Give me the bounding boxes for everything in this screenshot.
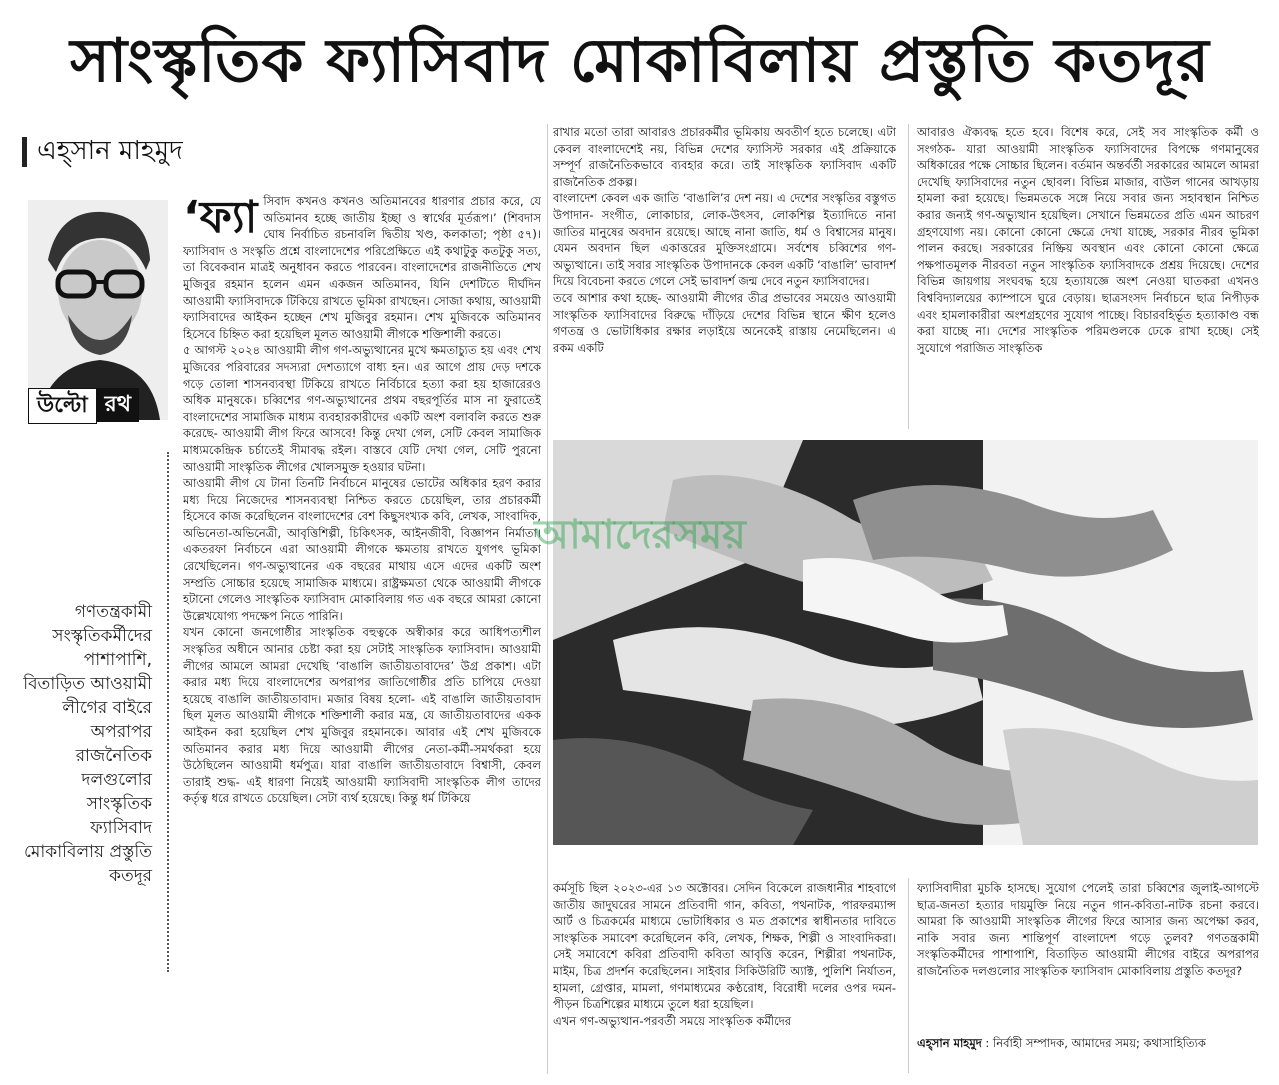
col1-paragraph: যখন কোনো জনগোষ্ঠীর সাংস্কৃতিক বহুত্বকে অস্বীকার করে আধিপত্যশীল সংস্কৃতির অধীনে আনার চেষ্টা করা হয় সেটাই সাংস্কৃতিক ফ্যাসিবাদ। আওয়ামী লীগের আমলে আমরা দেখেছি ‘বাঙালি জাতীয়তাবাদের’ উগ্র প্রকাশ। এটা করার মধ্য দিয়ে বাংলাদেশের অপরাপর জাতিগোষ্ঠীর প্রতি চাপিয়ে দেওয়া হয়েছে বাঙালি জাতীয়তাবাদ। মজার বিষয় হলো- এই বাঙালি জাতীয়তাবাদ ছিল মূলত আওয়ামী লীগকে শক্তিশালী করার মন্ত্র, যে জাতীয়তাবাদের একক আইকন করা হয়েছিল শেখ মুজিবুর রহমানকে। আবার এই শেখ মুজিবকে অতিমানব করার মধ্য দিয়ে আওয়ামী লীগের নেতা-কর্মী-সমর্থকরা হয়ে উঠেছিলেন আওয়ামী ধর্মপুত্র। যারা বাঙালি জাতীয়তাবাদে বিশ্বাসী, কেবল তারাই শুদ্ধ- এই ধারণা নিয়েই আওয়ামী ফ্যাসিবাদী সাংস্কৃতিক লীগ তাদের কর্তৃত্ব ধরে রাখতে চেয়েছিল। সেটা ব্যর্থ হয়েছে। কিন্তু ধর্ম টিকিয়ে <box>183 625 541 806</box>
portrait-illustration <box>28 200 168 420</box>
author-portrait <box>28 200 168 420</box>
col5-paragraph: ফ্যাসিবাদীরা মুচকি হাসছে। সুযোগ পেলেই তারা চব্বিশের জুলাই-আগস্টে ছাত্র-জনতা হত্যার দায়মুক্তি নিয়ে নতুন গান-কবিতা-নাটক রচনা করবে। আমরা কি আওয়ামী সাংস্কৃতিক লীগের ফিরে আসার জন্য অপেক্ষা করব, নাকি সবার জন্য শান্তিপূর্ণ বাংলাদেশ গড়ে তুলব? গণতন্ত্রকামী সংস্কৃতিকর্মীদের পাশাপাশি, বিতাড়িত আওয়ামী লীগের বাইরে অপরাপর রাজনৈতিক দলগুলোর সাংস্কৃতিক ফ্যাসিবাদ মোকাবিলায় প্রস্তুতি কতদূর? <box>917 881 1259 978</box>
hands-illustration <box>553 440 1258 845</box>
article-column-5 <box>917 880 1259 1030</box>
col4-paragraph: এখন গণ-অভ্যুত্থান-পরবর্তী সময়ে সাংস্কৃতিক কর্মীদের <box>553 1013 792 1028</box>
col1-paragraph: আওয়ামী লীগ যে টানা তিনটি নির্বাচনে মানুষের ভোটের অধিকার হরণ করার মধ্য দিয়ে নিজেদের শাসনব্যবস্থা নিশ্চিত করতে চেয়েছিল, তার প্রচারকর্মী হিসেবে কাজ করেছিলেন বাংলাদেশের বেশ কিছুসংখ্যক কবি, লেখক, সাংবাদিক, অভিনেতা-অভিনেত্রী, আবৃত্তিশিল্পী, চিকিৎসক, আইনজীবী, বিজ্ঞাপন নির্মাতা। একতরফা নির্বাচনে এরা আওয়ামী লীগকে ক্ষমতায় রাখতে যুগপৎ ভূমিকা রেখেছিলেন। গণ-অভ্যুত্থানের এক বছরের মাথায় এসে এদের একটি অংশ সম্প্রতি সোচ্চার হয়েছে সামাজিক মাধ্যমে। রাষ্ট্রক্ষমতা থেকে আওয়ামী লীগকে হটানো গেলেও সাংস্কৃতিক ফ্যাসিবাদ মোকাবিলায় গত এক বছরে আমরা কোনো উল্লেখযোগ্য পদক্ষেপ নিতে পারিনি। <box>183 476 541 623</box>
article-column-4 <box>553 880 896 1075</box>
article-column-1 <box>183 193 541 1073</box>
column-tag <box>28 388 139 422</box>
column-divider <box>908 878 909 1073</box>
col2-paragraph: রাখার মতো তারা আবারও প্রচারকর্মীর ভূমিকায় অবতীর্ণ হতে চলেছে। এটা কেবল বাংলাদেশেই নয়, বিভিন্ন দেশের ফ্যাসিস্ট সরকার এই প্রক্রিয়াকে সম্পূর্ণ রাজনৈতিকভাবে ব্যবহার করে। তাই সাংস্কৃতিক ফ্যাসিবাদ একটি রাজনৈতিক প্রকল্প। <box>553 125 896 189</box>
col1-paragraph: সিবাদ কখনও কখনও অতিমানবের ধারণার প্রচার করে, যে অতিমানব হচ্ছে জাতীয় ইচ্ছা ও স্বার্থের মূর্তরূপ।’ (শিবদাস ঘোষ নির্বাচিত রচনাবলি দ্বিতীয় খণ্ড, কলকাতা; পৃষ্ঠা ৫৭)। ফ্যাসিবাদ ও সংস্কৃতি প্রশ্নে বাংলাদেশের পরিপ্রেক্ষিতে এই কথাটুকু কতটুকু সত্য, তা বিবেকবান মাত্রই অনুধাবন করতে পারবেন। বাংলাদেশের রাজনীতিতে শেখ মুজিবুর রহমান হলেন এমন একজন অতিমানব, যিনি দেশটিতে দীর্ঘদিন আওয়ামী ফ্যাসিবাদকে টিকিয়ে রাখতে ভূমিকা রাখছেন। সোজা কথায়, আওয়ামী ফ্যাসিবাদের আইকন হচ্ছেন শেখ মুজিবুর রহমান। শেখ মুজিবকে অতিমানব হিসেবে চিহ্নিত করা হয়েছিল মূলত আওয়ামী লীগকে শক্তিশালী করতে। <box>183 194 541 341</box>
headline: সাংস্কৃতিক ফ্যাসিবাদ মোকাবিলায় প্রস্তুতি কতদূর <box>70 26 1210 96</box>
footer-byline-role: নির্বাহী সম্পাদক, আমাদের সময়; কথাসাহিত্যিক <box>992 1036 1206 1050</box>
watermark-logo: আমাদেরসময় <box>534 512 746 558</box>
col2-paragraph: তবে আশার কথা হচ্ছে- আওয়ামী লীগের তীব্র প্রভাবের সময়েও আওয়ামী সাংস্কৃতিক ফ্যাসিবাদের বিরুদ্ধে দাঁড়িয়ে দেশের বিভিন্ন স্থানে ক্ষীণ হলেও গণতন্ত্র ও ভোটাধিকার রক্ষার লড়াইয়ে অনেকেই রাস্তায় নেমেছিলেন। এ রকম একটি <box>553 290 896 355</box>
author-bar <box>22 137 27 167</box>
column-tag-part1: উল্টো <box>28 388 97 424</box>
column-divider <box>908 124 909 429</box>
col2-paragraph: বাংলাদেশ কেবল এক জাতি ‘বাঙালি’র দেশ নয়। এ দেশের সংস্কৃতির বস্তুগত উপাদান- সংগীত, লোকাচার, লোক-উৎসব, লোকশিল্প ইত্যাদিতে নানা জাতির মানুষের অবদান রয়েছে। আছে নানা জাতি, ধর্ম ও বিশ্বাসের মানুষ। যেমন অবদান ছিল একাত্তরের মুক্তিসংগ্রামে। সর্বশেষ চব্বিশের গণ-অভ্যুত্থানে। তাই সবার সাংস্কৃতিক উপাদানকে কেবল একটি ‘বাঙালি’ ভাবাদর্শ দিয়ে বিবেচনা করতে গেলে সেই ভাবাদর্শ জন্ম দেবে নতুন ফ্যাসিবাদের। <box>553 191 896 289</box>
footer-byline-name: এহ্‌সান মাহমুদ <box>917 1036 982 1050</box>
author-name: এহ্‌সান মাহমুদ <box>37 136 183 166</box>
footer-byline <box>917 1035 1259 1052</box>
author-line <box>22 134 183 170</box>
col1-paragraph: ৫ আগস্ট ২০২৪ আওয়ামী লীগ গণ-অভ্যুত্থানের মুখে ক্ষমতাচ্যুত হয় এবং শেখ মুজিবের পরিবারের সদস্যরা দেশত্যাগে বাধ্য হন। এর আগে প্রায় দেড় দশকে গড়ে তোলা শাসনব্যবস্থা টিকিয়ে রাখতে নির্বিচারে হত্যা করা হয় হাজারেরও অধিক মানুষকে। চব্বিশের গণ-অভ্যুত্থানের প্রথম বছরপূর্তির মাস না ফুরাতেই বাংলাদেশের সামাজিক মাধ্যম ব্যবহারকারীদের একটি অংশ বলাবলি করতে শুরু করেছে- আওয়ামী লীগ ফিরে আসবে! কিন্তু দেখা গেল, সেটি কেবল সামাজিক মাধ্যমকেন্দ্রিক চর্চাতেই সীমাবদ্ধ রইল। বাস্তবে যেটি দেখা গেল, সেটি পুরনো আওয়ামী সাংস্কৃতিক লীগের খোলসমুক্ত হওয়ার ঘটনা। <box>183 343 541 474</box>
footer-byline-separator: : <box>981 1036 993 1050</box>
hands-artwork <box>553 440 1258 845</box>
column-tag-part2: রথ <box>97 388 139 422</box>
article-column-2 <box>553 124 896 426</box>
column-divider <box>547 124 548 1074</box>
pullquote: গণতন্ত্রকামী সংস্কৃতিকর্মীদের পাশাপাশি, বিতাড়িত আওয়ামী লীগের বাইরে অপরাপর রাজনৈতিক দলগুলোর সাংস্কৃতিক ফ্যাসিবাদ মোকাবিলায় প্রস্তুতি কতদূর <box>23 602 152 886</box>
pullquote-divider <box>167 452 169 972</box>
article-column-3 <box>917 124 1259 426</box>
col3-paragraph: আবারও ঐক্যবদ্ধ হতে হবে। বিশেষ করে, সেই সব সাংস্কৃতিক কর্মী ও সংগঠক- যারা আওয়ামী সাংস্কৃতিক ফ্যাসিবাদের বিপক্ষে গণমানুষের অধিকারের পক্ষে সোচ্চার ছিলেন। বর্তমান অন্তর্বর্তী সরকারের আমলে আমরা দেখেছি ফ্যাসিবাদের নতুন ছোবল। বিভিন্ন মাজার, বাউল গানের আখড়ায় হামলা করা হয়েছে। ভিন্নমতকে সঙ্গে নিয়ে সবার জন্য সহাবস্থান নিশ্চিত করার জন্যই গণ-অভ্যুত্থান হয়েছিল। সেখানে ভিন্নমতের প্রতি এমন আচরণ গ্রহণযোগ্য নয়। কোনো কোনো ক্ষেত্রে দেখা যাচ্ছে, সরকার নীরব ভূমিকা পালন করছে। সরকারের নিষ্ক্রিয় অবস্থান এবং কোনো কোনো ক্ষেত্রে পক্ষপাতমূলক নীরবতা নতুন সাংস্কৃতিক ফ্যাসিবাদকে প্রশ্রয় দিয়েছে। দেশের বিভিন্ন জায়গায় সংঘবদ্ধ হয়ে হত্যাযজ্ঞে অংশ নেওয়া ঘাতকরা এখনও বিশ্ববিদ্যালয়ের ক্যাম্পাসে ঘুরে বেড়ায়। ছাত্রসংসদ নির্বাচনে ছাত্র নিপীড়ক এবং হামলাকারীরা অংশগ্রহণের সুযোগ পাচ্ছে। বিচারবহির্ভূত হত্যাকাণ্ড বন্ধ করা যাচ্ছে না। দেশের সাংস্কৃতিক পরিমণ্ডলকে ঢেকে রাখা হচ্ছে। সেই সুযোগে পরাজিত সাংস্কৃতিক <box>917 125 1259 355</box>
dropcap: ‘ফ্যা <box>183 193 258 243</box>
col4-paragraph: কর্মসূচি ছিল ২০২৩-এর ১৩ অক্টোবর। সেদিন বিকেলে রাজধানীর শাহবাগে জাতীয় জাদুঘরের সামনে প্রতিবাদী গান, কবিতা, পথনাটক, পারফরম্যান্স আর্ট ও চিত্রকর্মের মাধ্যমে ভোটাধিকার ও মত প্রকাশের স্বাধীনতার দাবিতে সাংস্কৃতিক সমাবেশ করেছিলেন কবি, লেখক, শিক্ষক, শিল্পী ও সাংবাদিকরা। সেই সমাবেশে কবিরা প্রতিবাদী কবিতা আবৃত্তি করেন, শিল্পীরা পথনাটক, মাইম, চিত্র প্রদর্শন করেছিলেন। সাইবার সিকিউরিটি অ্যাক্ট, পুলিশি নির্যাতন, হামলা, গ্রেপ্তার, মামলা, গণমাধ্যমের কণ্ঠরোধ, বিরোধী দলের ওপর দমন-পীড়ন চিত্রশিল্পের মাধ্যমে তুলে ধরা হয়েছিল। <box>553 881 896 1012</box>
